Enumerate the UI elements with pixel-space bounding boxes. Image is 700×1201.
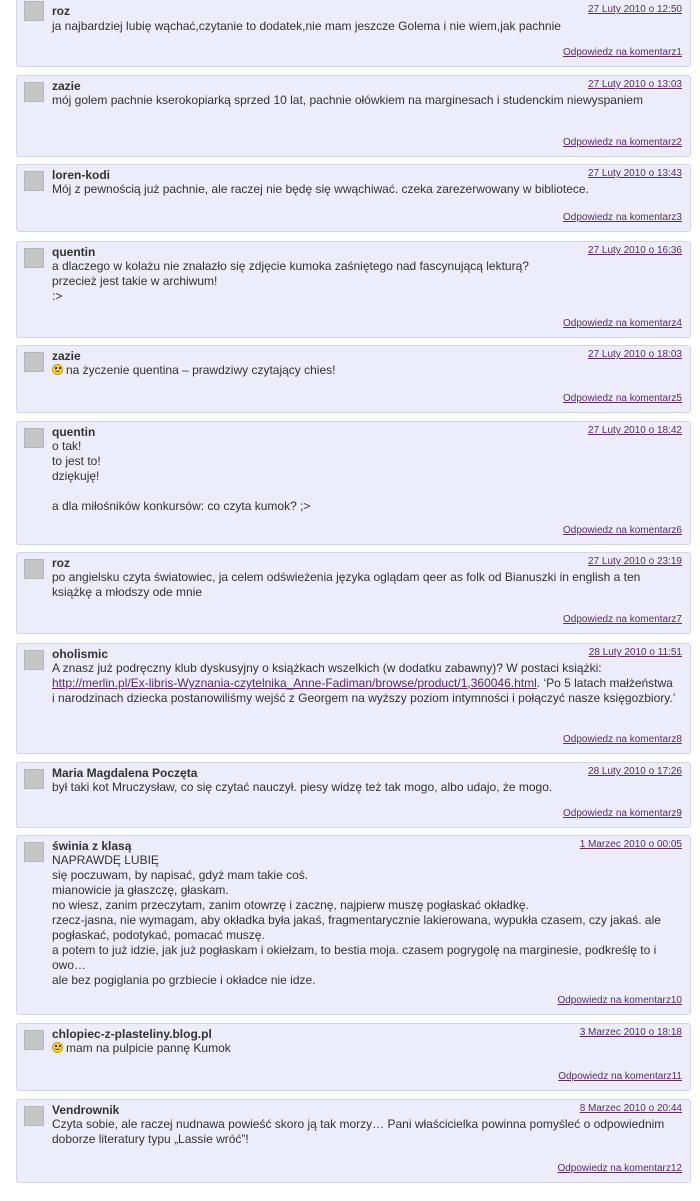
comment-date-link[interactable]: 3 Marzec 2010 o 18:18: [579, 1027, 682, 1038]
reply-link[interactable]: Odpowiedz na komentarz1: [563, 47, 682, 58]
avatar: [24, 1, 44, 21]
comment-text: Czyta sobie, ale raczej nudnawa powieść skoro ją tak morzy… Pani właścicielka powinna pomyśleć o odpowiednim doborze literatury typu „Lassie wróć”!: [52, 1117, 665, 1146]
comment-author: loren-kodi: [52, 168, 111, 182]
avatar: [24, 352, 44, 372]
comment: [16, 1023, 691, 1091]
reply-link[interactable]: Odpowiedz na komentarz3: [563, 212, 682, 223]
comment-text: [52, 1041, 678, 1056]
comment-text: [52, 363, 678, 378]
book-link[interactable]: http://merlin.pl/Ex-libris-Wyznania-czytelnika_Anne-Fadiman/browse/product/1,360046.html: [52, 676, 537, 690]
comment-body: [52, 661, 678, 706]
reply-link[interactable]: Odpowiedz na komentarz8: [563, 734, 682, 745]
comment-body: [52, 363, 678, 378]
comment-text: o tak!: [52, 439, 82, 453]
comment: [16, 643, 691, 754]
comment-date-link[interactable]: 27 Luty 2010 o 13:03: [588, 79, 682, 90]
comment-author: quentin: [52, 425, 96, 439]
comment-body: [52, 1041, 678, 1056]
reply-link[interactable]: Odpowiedz na komentarz9: [563, 808, 682, 819]
reply-link[interactable]: Odpowiedz na komentarz2: [563, 137, 682, 148]
comment-author: Vendrownik: [52, 1103, 120, 1117]
comment-text: był taki kot Mruczysław, co się czytać nauczył. piesy widzę też tak mogo, albo udajo, że mogo.: [52, 780, 553, 794]
comment-author: quentin: [52, 245, 96, 259]
comment-text: NAPRAWDĘ LUBIĘ: [52, 853, 159, 867]
comment-text: mianowicie ja głaszczę, głaskam.: [52, 883, 229, 897]
comment: [16, 0, 691, 67]
comment-date-link[interactable]: 27 Luty 2010 o 12:50: [588, 4, 682, 15]
comment-text: po angielsku czyta światowiec, ja celem odświeżenia języka oglądam qeer as folk od Bianuszki in english a ten książkę a młodszy ode mnie: [52, 570, 641, 599]
comment: [16, 552, 691, 634]
comment-author: Maria Magdalena Poczęta: [52, 766, 198, 780]
reply-link[interactable]: Odpowiedz na komentarz6: [563, 525, 682, 536]
comment: [16, 75, 691, 157]
avatar: [24, 1030, 44, 1050]
comment-date-link[interactable]: 1 Marzec 2010 o 00:05: [579, 839, 682, 850]
comment-text-content: mam na pulpicie pannę Kumok: [66, 1041, 231, 1055]
reply-link[interactable]: Odpowiedz na komentarz7: [563, 614, 682, 625]
comment-author: oholismic: [52, 647, 109, 661]
avatar: [24, 769, 44, 789]
comment-text: no wiesz, zanim przeczytam, zanim otowrzę i zacznę, najpierw muszę pogłaskać okładkę.: [52, 898, 529, 912]
avatar: [24, 842, 44, 862]
reply-link[interactable]: Odpowiedz na komentarz10: [557, 995, 682, 1006]
comment-text-content: na życzenie quentina – prawdziwy czytający chies!: [66, 363, 336, 377]
comment-body: [52, 570, 678, 600]
comment-text-part: . ‘Po 5 latach małżeństwa i narodzinach dziecka postanowiliśmy wejść z Georgem na wyższy poziom intymności i połączyć nasze księgozbiory.’: [52, 676, 676, 705]
avatar: [24, 428, 44, 448]
comment-author: zazie: [52, 79, 81, 93]
comment-date-link[interactable]: 27 Luty 2010 o 18:03: [588, 349, 682, 360]
smiley-icon: [52, 1042, 63, 1053]
comment-date-link[interactable]: 27 Luty 2010 o 13:43: [588, 168, 682, 179]
reply-link[interactable]: Odpowiedz na komentarz12: [557, 1163, 682, 1174]
avatar: [24, 650, 44, 670]
comment-text: to jest to!: [52, 454, 101, 468]
comment-body: [52, 439, 678, 514]
avatar: [24, 82, 44, 102]
comment-body: [52, 93, 678, 108]
reply-link[interactable]: Odpowiedz na komentarz4: [563, 318, 682, 329]
comment-text: :>: [52, 289, 63, 303]
comment: [16, 421, 691, 545]
comment: [16, 1099, 691, 1183]
comment-text-part: A znasz już podręczny klub dyskusyjny o książkach wszelkich (w dodatku zabawny)? W postaci książki:: [52, 661, 602, 675]
comment: [16, 164, 691, 232]
comment-date-link[interactable]: 28 Luty 2010 o 11:51: [588, 647, 682, 658]
comment-date-link[interactable]: 8 Marzec 2010 o 20:44: [579, 1103, 682, 1114]
comment-author: zazie: [52, 349, 81, 363]
comment-text: mój golem pachnie kserokopiarką sprzed 10 lat, pachnie ołówkiem na marginesach i studenckim niewyspaniem: [52, 93, 643, 107]
comment-text: a dla miłośników konkursów: co czyta kumok? ;>: [52, 499, 311, 513]
comment-body: [52, 853, 678, 988]
comment-text: dziękuję!: [52, 469, 100, 483]
comment-text: Mój z pewnością już pachnie, ale raczej nie będę się wwąchiwać. czeka zarezerwowany w bibliotece.: [52, 182, 589, 196]
comment: [16, 762, 691, 828]
comment-text: ale bez pogiglania po grzbiecie i okładce nie idze.: [52, 973, 316, 987]
comment-body: [52, 780, 678, 795]
reply-link[interactable]: Odpowiedz na komentarz11: [558, 1071, 682, 1082]
comment-text: a dlaczego w kolażu nie znalazło się zdjęcie kumoka zaśniętego nad fascynującą lekturą?: [52, 259, 529, 273]
comment-date-link[interactable]: 27 Luty 2010 o 18:42: [588, 425, 682, 436]
comment-text: przecież jest takie w archiwum!: [52, 274, 218, 288]
smiley-icon: [52, 364, 63, 375]
comment-date-link[interactable]: 28 Luty 2010 o 17:26: [588, 766, 682, 777]
comment-text: się poczuwam, by napisać, gdyż mam takie coś.: [52, 868, 309, 882]
comment: [16, 241, 691, 338]
blank-line: [52, 484, 678, 499]
comment: [16, 345, 691, 413]
reply-link[interactable]: Odpowiedz na komentarz5: [563, 393, 682, 404]
comment-body: [52, 259, 678, 304]
comment-body: [52, 1117, 678, 1147]
comment-date-link[interactable]: 27 Luty 2010 o 16:36: [588, 245, 682, 256]
comment-body: [52, 182, 678, 197]
comment-text: rzecz-jasna, nie wymagam, aby okładka była jakaś, fragmentarycznie lakierowana, wypukła czasem, czy jakaś. ale pogłaskać, podotykać, pomacać muszę.: [52, 913, 661, 942]
comment-text: ja najbardziej lubię wąchać,czytanie to dodatek,nie mam jeszcze Golema i nie wiem,jak pachnie: [52, 19, 561, 33]
comment-text: a potem to już idzie, jak już pogłaskam i okiełzam, to bestia moja. czasem pogrygolę na marginesie, podkreślę to i owo…: [52, 943, 657, 972]
comment-author: roz: [52, 556, 70, 570]
comment-text: [52, 661, 678, 706]
avatar: [24, 248, 44, 268]
comment-body: [52, 19, 678, 34]
comment-author: świnia z klasą: [52, 839, 132, 853]
comment-author: roz: [52, 4, 70, 18]
comment: [16, 835, 691, 1015]
avatar: [24, 559, 44, 579]
avatar: [24, 1106, 44, 1126]
comment-date-link[interactable]: 27 Luty 2010 o 23:19: [588, 556, 682, 567]
avatar: [24, 171, 44, 191]
comment-author: chlopiec-z-plasteliny.blog.pl: [52, 1027, 212, 1041]
